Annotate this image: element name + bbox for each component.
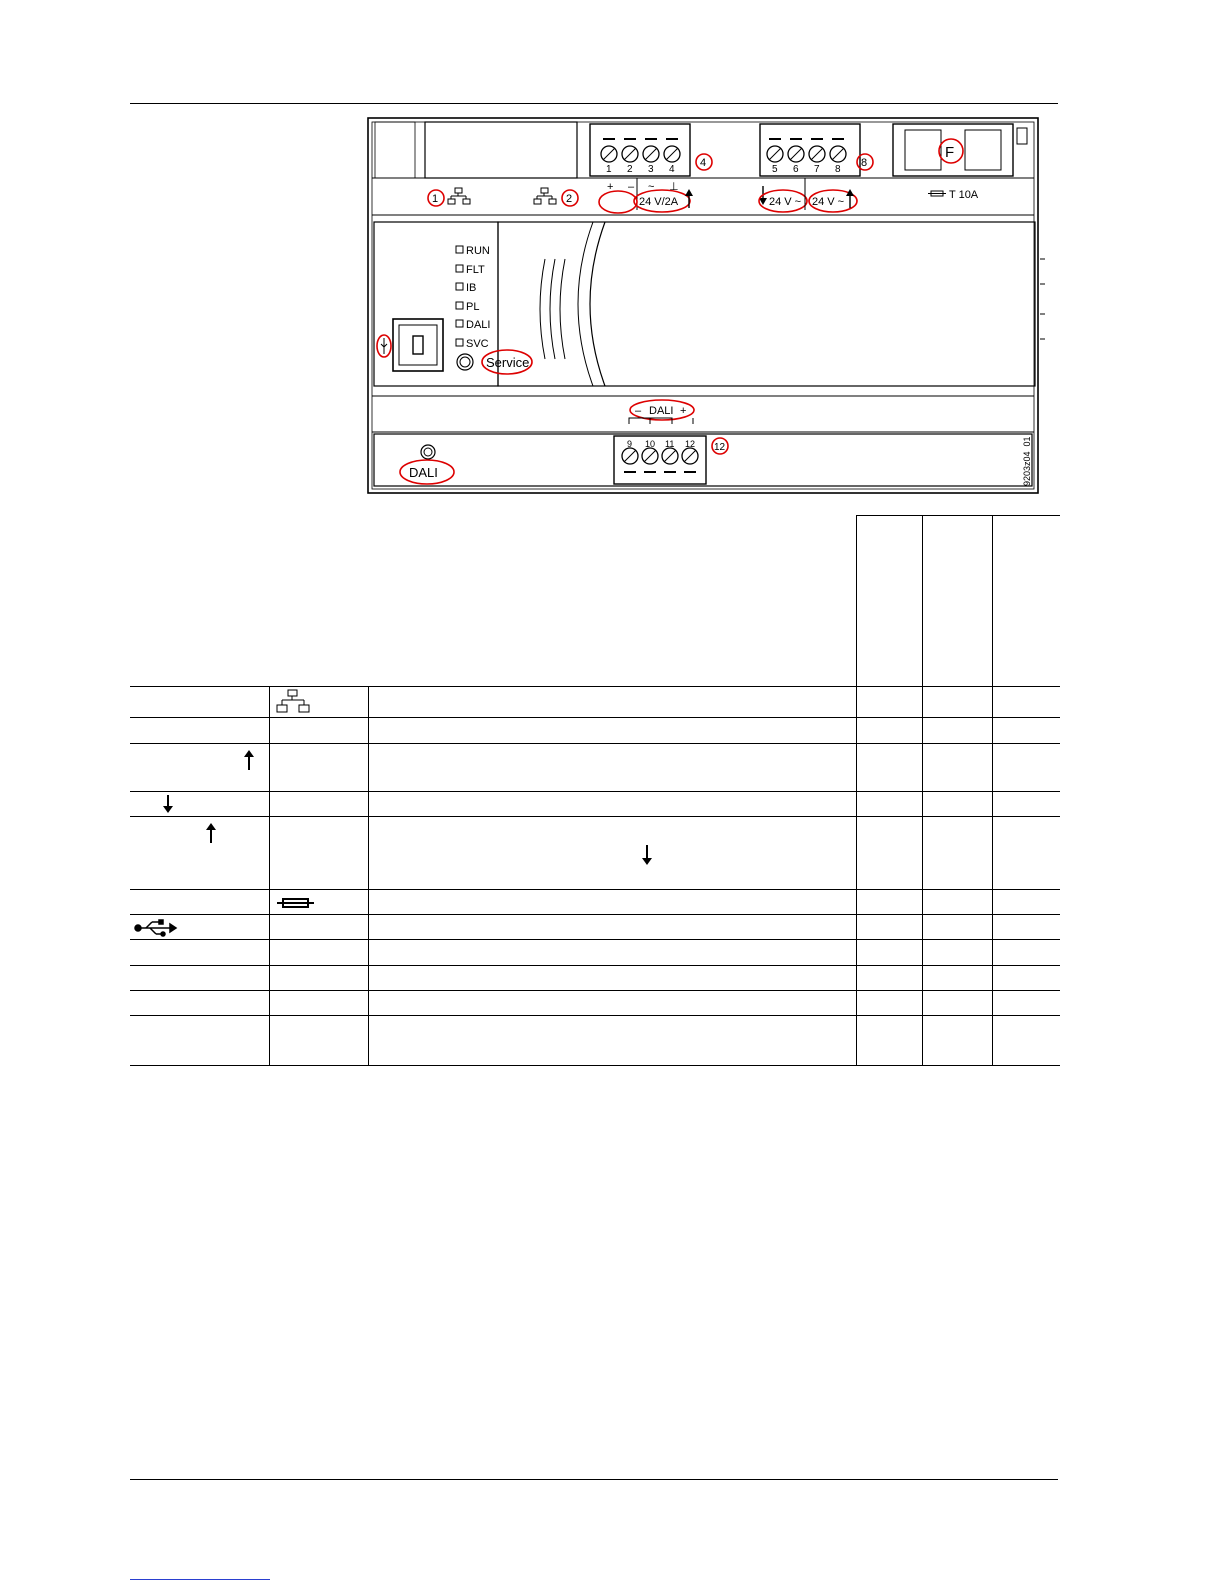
footer-rule	[130, 1479, 1058, 1480]
led-label: DALI	[466, 319, 491, 331]
label-supply-24v-2a: 24 V/2A	[639, 196, 679, 208]
label-fuse-rating: T 10A	[949, 189, 979, 201]
terminal-number-11: 11	[665, 439, 675, 449]
terminal-number-3: 3	[648, 164, 654, 175]
usb-icon	[134, 918, 178, 938]
terminal-number-4: 4	[669, 164, 675, 175]
fuse-icon	[274, 893, 318, 913]
label-dali-plus: +	[680, 405, 687, 417]
callout-dali-led: DALI	[409, 465, 438, 480]
callout-eth2: 2	[566, 193, 573, 205]
terminal-number-6: 6	[793, 164, 799, 175]
callout-12: 12	[714, 442, 726, 453]
terminal-number-1: 1	[606, 164, 612, 175]
label-supply-24v-loop: 24 V ~	[812, 196, 845, 208]
led-label: FLT	[466, 264, 485, 276]
led-label: SVC	[466, 338, 489, 350]
terminal-number-2: 2	[627, 164, 633, 175]
figure-code: 9203z04_01	[1022, 436, 1032, 486]
label-dali-minus: –	[635, 405, 642, 417]
terminal-number-12: 12	[685, 439, 696, 449]
label-dali-bus: DALI	[649, 405, 674, 417]
led-label: RUN	[466, 245, 490, 257]
terminal-number-9: 9	[627, 439, 633, 449]
label-tilde: ~	[648, 181, 655, 193]
callout-8: 8	[861, 157, 868, 169]
network-icon	[274, 689, 314, 715]
callout-fuse-f: F	[945, 144, 955, 161]
label-plus: +	[607, 181, 614, 193]
footer-link-underline[interactable]	[130, 1579, 270, 1580]
led-label: IB	[466, 282, 477, 294]
arrow-down-icon	[646, 845, 648, 859]
terminal-number-7: 7	[814, 164, 820, 175]
callout-eth1: 1	[432, 193, 439, 205]
device-front-diagram	[365, 114, 1045, 500]
terminal-reference-table	[130, 515, 1060, 1066]
callout-4: 4	[700, 157, 707, 169]
label-ground: ⊥	[669, 181, 679, 193]
terminal-number-10: 10	[645, 439, 656, 449]
terminal-number-5: 5	[772, 164, 778, 175]
callout-service: Service	[486, 355, 530, 370]
arrow-up-icon	[248, 756, 250, 770]
label-minus: –	[628, 181, 635, 193]
header-rule	[130, 103, 1058, 104]
arrow-up-icon	[210, 829, 212, 843]
terminal-number-8: 8	[835, 164, 841, 175]
arrow-down-icon	[167, 795, 169, 807]
label-supply-24v-in: 24 V ~	[769, 196, 802, 208]
led-label: PL	[466, 301, 480, 313]
